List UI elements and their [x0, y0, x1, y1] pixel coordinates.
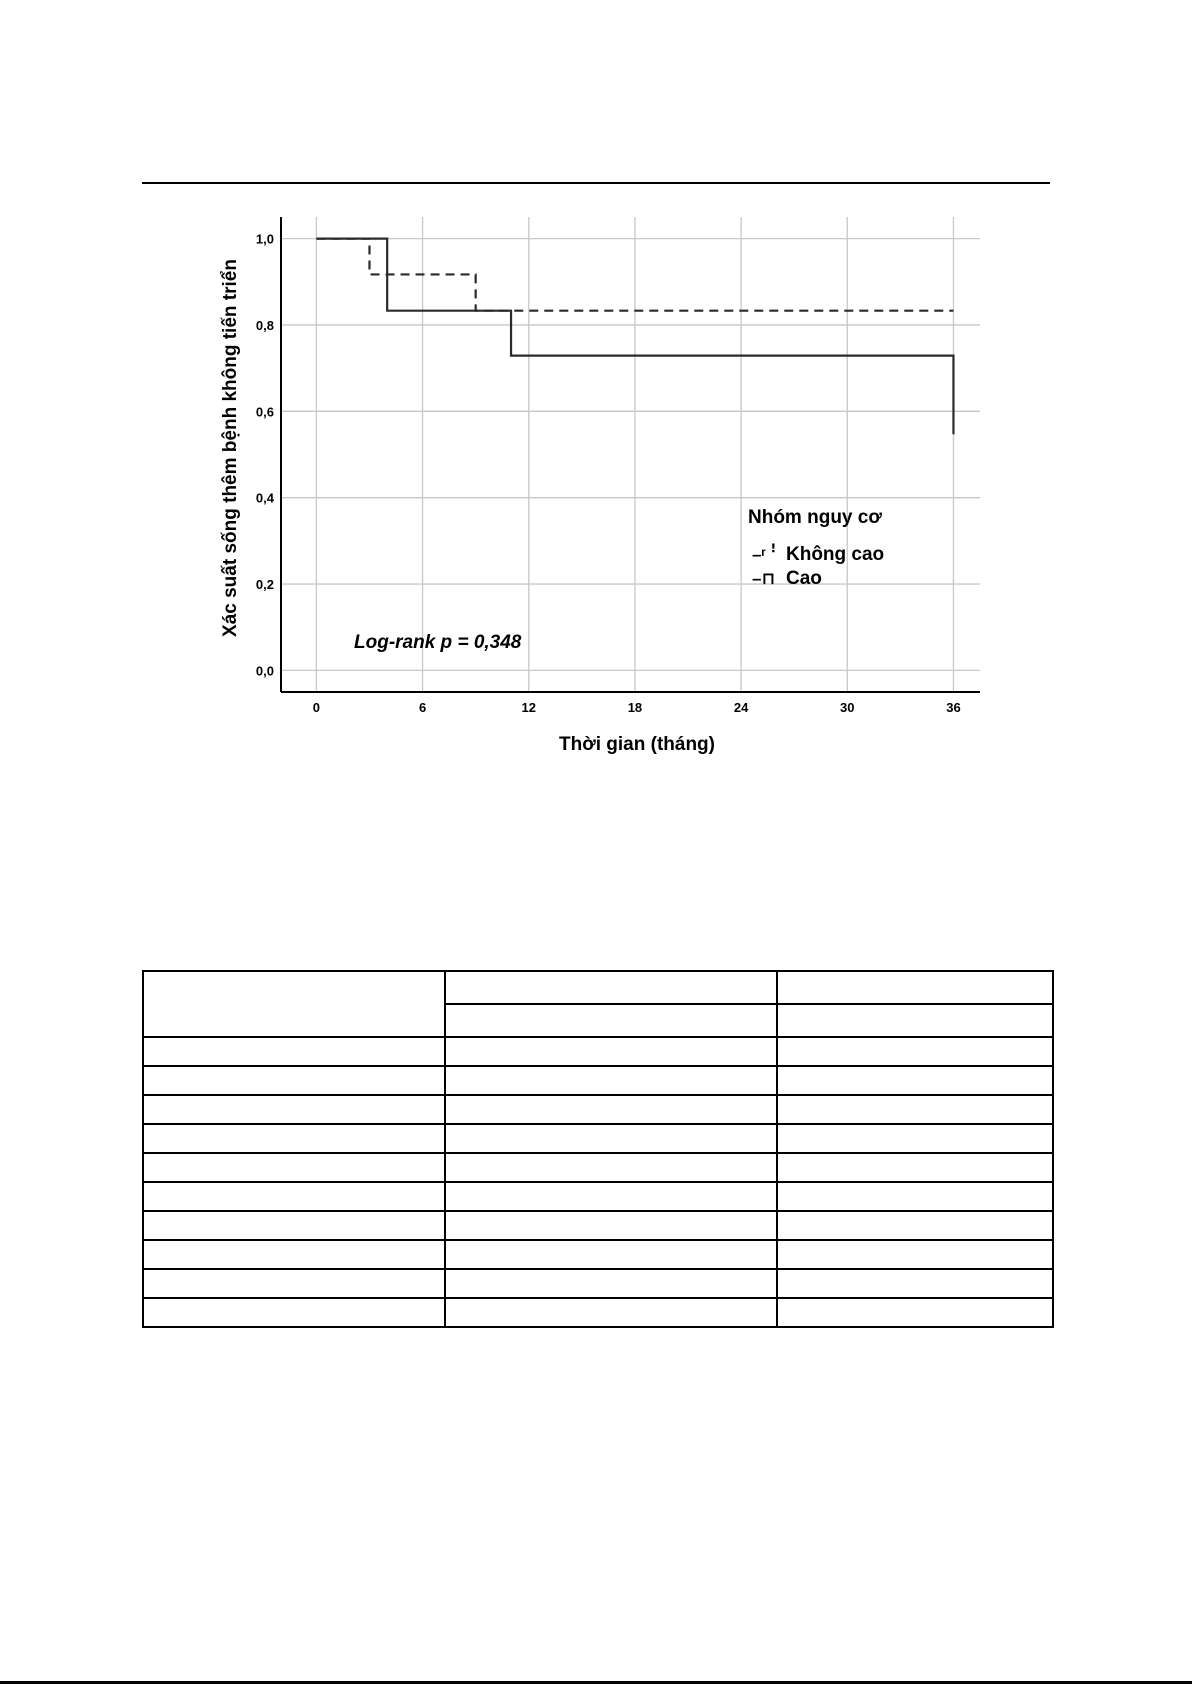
table-cell	[143, 1037, 445, 1066]
table-cell	[777, 1153, 1053, 1182]
table-cell	[445, 1153, 777, 1182]
table-cell	[445, 1211, 777, 1240]
table-cell	[445, 1124, 777, 1153]
table-cell	[445, 1298, 777, 1327]
table-cell	[777, 1298, 1053, 1327]
table-cell	[143, 1269, 445, 1298]
legend	[748, 507, 884, 589]
table-cell	[143, 1298, 445, 1327]
table-cell	[445, 1037, 777, 1066]
table-header-row-1	[143, 971, 1053, 1004]
table-cell	[445, 1004, 777, 1037]
table-cell	[777, 1124, 1053, 1153]
table-cell	[445, 1095, 777, 1124]
table-cell	[445, 1240, 777, 1269]
table-row	[143, 1124, 1053, 1153]
axes	[281, 217, 980, 692]
y-tick-label: 0,4	[255, 490, 274, 506]
table-cell	[777, 1037, 1053, 1066]
table-row	[143, 1066, 1053, 1095]
bottom-rule	[0, 1681, 1192, 1684]
x-tick-label: 6	[418, 700, 427, 715]
y-axis-title: Xác suất sống thêm bệnh không tiến triển	[220, 259, 241, 637]
table-cell	[143, 1211, 445, 1240]
km-chart	[0, 0, 1192, 780]
table-cell	[777, 1182, 1053, 1211]
table-cell	[445, 971, 777, 1004]
y-tick-label: 0,0	[255, 663, 274, 679]
legend-label-cao: Cao	[786, 568, 822, 589]
legend-glyph-cao: –⊓	[752, 569, 775, 588]
x-tick-label: 24	[733, 700, 749, 715]
table-cell	[143, 971, 445, 1037]
table-row	[143, 1240, 1053, 1269]
table-cell	[777, 1211, 1053, 1240]
y-tick-label: 1,0	[255, 231, 274, 247]
x-tick-label: 18	[627, 700, 643, 715]
x-axis-title: Thời gian (tháng)	[559, 734, 715, 755]
table-cell	[143, 1153, 445, 1182]
table-cell	[777, 1269, 1053, 1298]
table-cell	[143, 1240, 445, 1269]
grid-lines	[281, 217, 980, 692]
table-cell	[445, 1182, 777, 1211]
table-cell	[143, 1066, 445, 1095]
table-row	[143, 1269, 1053, 1298]
y-tick-label: 0,2	[255, 577, 274, 593]
x-tick-label: 36	[946, 700, 961, 715]
table-cell	[143, 1182, 445, 1211]
table-row	[143, 1298, 1053, 1327]
table-row	[143, 1153, 1053, 1182]
x-tick-label: 30	[840, 700, 855, 715]
table-row	[143, 1182, 1053, 1211]
x-tick-label: 12	[521, 700, 536, 715]
table-row	[143, 1037, 1053, 1066]
table-cell	[777, 1095, 1053, 1124]
km-chart-container	[0, 0, 1192, 780]
legend-title: Nhóm nguy cơ	[748, 507, 882, 528]
table-cell	[445, 1269, 777, 1298]
table-cell	[777, 1066, 1053, 1095]
data-table	[142, 970, 1054, 1328]
x-tick-label: 0	[312, 700, 321, 715]
legend-glyph-khong-cao: –ʳ ꜝ	[752, 545, 777, 564]
table-cell	[445, 1066, 777, 1095]
log-rank-annotation: Log-rank p = 0,348	[354, 632, 522, 653]
legend-label-khong-cao: Không cao	[786, 544, 885, 565]
table-cell	[143, 1124, 445, 1153]
table-row	[143, 1095, 1053, 1124]
table-cell	[777, 971, 1053, 1004]
table-cell	[143, 1095, 445, 1124]
y-tick-label: 0,8	[255, 317, 274, 333]
y-tick-label: 0,6	[255, 404, 274, 420]
table-row	[143, 1211, 1053, 1240]
table-cell	[777, 1004, 1053, 1037]
table-cell	[777, 1240, 1053, 1269]
